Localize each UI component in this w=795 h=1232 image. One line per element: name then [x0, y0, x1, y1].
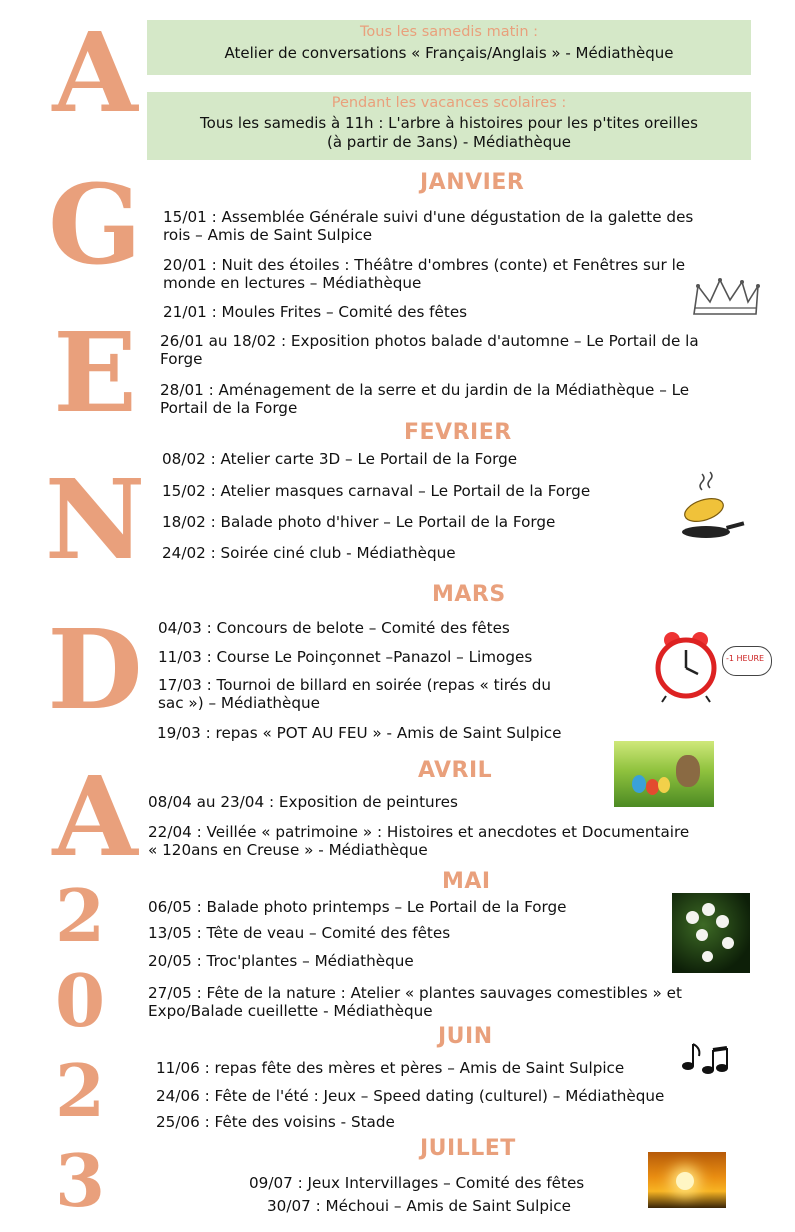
event-item: 13/05 : Tête de veau – Comité des fêtes — [148, 924, 451, 942]
music-notes-icon — [680, 1040, 728, 1076]
event-item: 11/03 : Course Le Poinçonnet –Panazol – Limoges — [158, 648, 533, 666]
title-letter-a1: A — [52, 8, 138, 137]
banner-saturday-heading: Tous les samedis matin : — [359, 24, 539, 40]
event-item: 28/01 : Aménagement de la serre et du jardin de la Médiathèque – Le Portail de la Forge — [160, 381, 690, 417]
event-item: 08/02 : Atelier carte 3D – Le Portail de la Forge — [162, 450, 518, 468]
banner-holidays-line1: Tous les samedis à 11h : L'arbre à histoires pour les p'tites oreilles — [200, 114, 698, 132]
year-digit-2: 0 — [54, 958, 106, 1043]
event-item: 08/04 au 23/04 : Exposition de peintures — [148, 793, 458, 811]
event-item: 11/06 : repas fête des mères et pères – Amis de Saint Sulpice — [156, 1059, 625, 1077]
event-item: 15/01 : Assemblée Générale suivi d'une dégustation de la galette des rois – Amis de Saint Sulpice — [163, 208, 694, 244]
title-letter-n: N — [44, 455, 146, 584]
banner-holidays — [147, 92, 751, 160]
easter-photo — [614, 741, 714, 807]
month-title-fevrier: FEVRIER — [404, 420, 512, 445]
banner-saturday-text: Atelier de conversations « Français/Anglais » - Médiathèque — [224, 44, 674, 62]
event-item: 18/02 : Balade photo d'hiver – Le Portail de la Forge — [162, 513, 556, 531]
banner-holidays-heading: Pendant les vacances scolaires : — [331, 95, 567, 111]
clock-label: -1 HEURE — [726, 654, 765, 663]
event-item: 24/02 : Soirée ciné club - Médiathèque — [162, 544, 456, 562]
year-digit-1: 2 — [54, 873, 106, 958]
title-letter-e: E — [53, 308, 137, 437]
event-item: 04/03 : Concours de belote – Comité des fêtes — [158, 619, 510, 637]
event-item: 22/04 : Veillée « patrimoine » : Histoires et anecdotes et Documentaire « 120ans en Creuse » - Médiathèque — [148, 823, 690, 859]
month-title-avril: AVRIL — [418, 758, 493, 783]
month-title-juillet: JUILLET — [420, 1136, 516, 1161]
title-letter-d: D — [47, 605, 143, 734]
event-item: 26/01 au 18/02 : Exposition photos balade d'automne – Le Portail de la Forge — [160, 332, 699, 368]
year-digit-3: 2 — [54, 1048, 106, 1133]
banner-holidays-line2: (à partir de 3ans) - Médiathèque — [327, 133, 571, 151]
crepe-pan-icon — [676, 470, 746, 542]
event-item: 06/05 : Balade photo printemps – Le Portail de la Forge — [148, 898, 567, 916]
event-item: 20/05 : Troc'plantes – Médiathèque — [148, 952, 414, 970]
title-letter-g: G — [48, 160, 142, 289]
event-item: 15/02 : Atelier masques carnaval – Le Portail de la Forge — [162, 482, 591, 500]
month-title-mai: MAI — [442, 869, 491, 894]
lily-of-the-valley-photo — [672, 893, 750, 973]
event-item: 09/07 : Jeux Intervillages – Comité des fêtes — [249, 1174, 585, 1192]
event-item: 21/01 : Moules Frites – Comité des fêtes — [163, 303, 468, 321]
month-title-juin: JUIN — [438, 1024, 493, 1049]
sunset-photo — [648, 1152, 726, 1208]
event-item: 27/05 : Fête de la nature : Atelier « plantes sauvages comestibles » et Expo/Balade cueillette - Médiathèque — [148, 984, 682, 1020]
event-item: 24/06 : Fête de l'été : Jeux – Speed dating (culturel) – Médiathèque — [156, 1087, 665, 1105]
banner-saturday — [147, 20, 751, 75]
event-item: 25/06 : Fête des voisins - Stade — [156, 1113, 395, 1131]
event-item: 19/03 : repas « POT AU FEU » - Amis de Saint Sulpice — [157, 724, 562, 742]
crown-icon — [690, 276, 762, 320]
event-item: 30/07 : Méchoui – Amis de Saint Sulpice — [267, 1197, 571, 1215]
event-item: 20/01 : Nuit des étoiles : Théâtre d'ombres (conte) et Fenêtres sur le monde en lectures – Médiathèque — [163, 256, 686, 292]
event-item: 17/03 : Tournoi de billard en soirée (repas « tirés du sac ») – Médiathèque — [158, 676, 552, 712]
year-digit-4: 3 — [54, 1138, 106, 1223]
month-title-janvier: JANVIER — [420, 170, 525, 195]
month-title-mars: MARS — [432, 582, 506, 607]
title-letter-a2: A — [52, 752, 138, 881]
alarm-clock-icon — [650, 626, 722, 704]
